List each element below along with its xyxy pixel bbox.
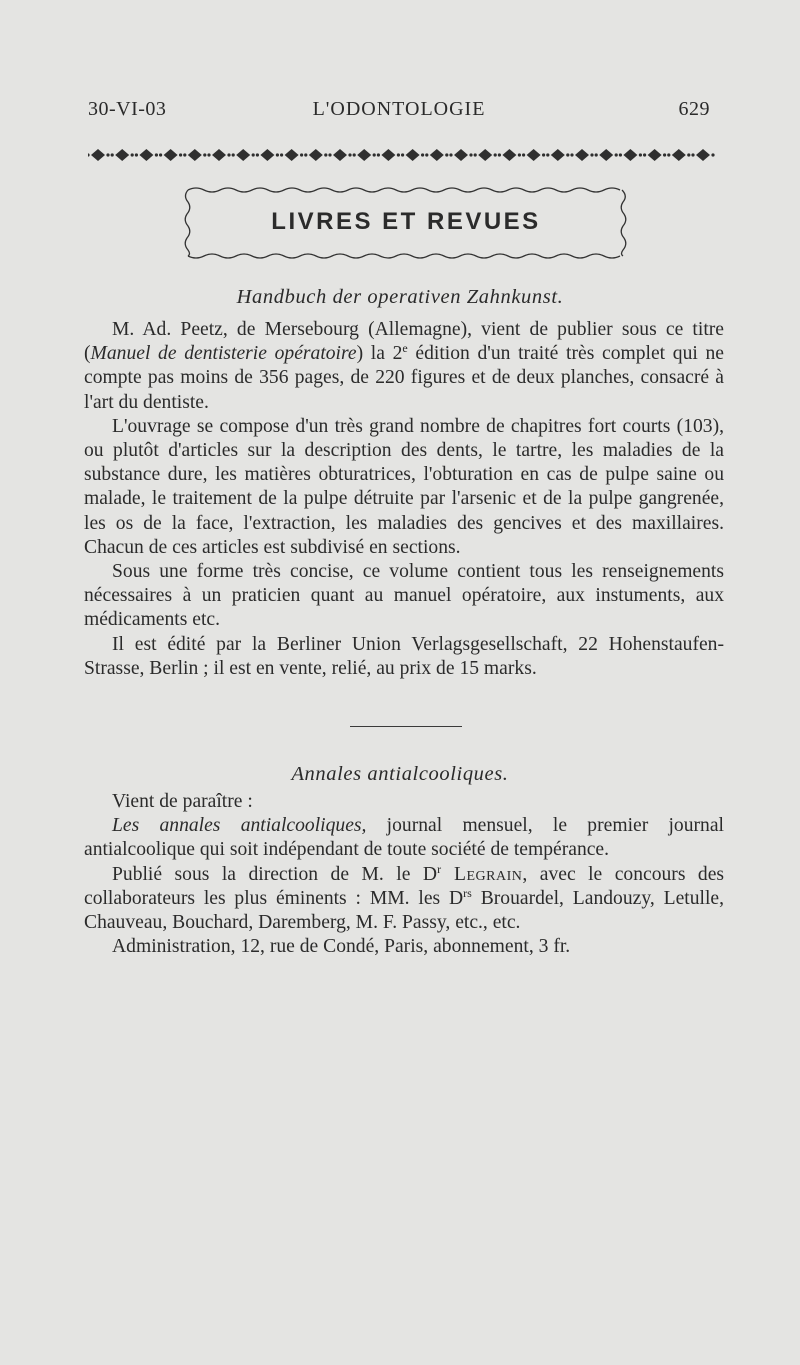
ornament-dot	[159, 153, 162, 156]
superscript: rs	[463, 885, 472, 900]
text-run: ) la 2	[356, 343, 403, 365]
ornament-dot	[179, 153, 182, 156]
ornament-dot	[227, 153, 230, 156]
ornament-dot	[252, 153, 255, 156]
ornament-dot	[522, 153, 525, 156]
superscript: r	[437, 861, 442, 876]
ornament-dot	[449, 153, 452, 156]
ornament-diamond	[164, 149, 178, 161]
ornament-dot	[88, 153, 90, 156]
ornament-dot	[518, 153, 521, 156]
paragraph: Vient de paraître :	[112, 791, 253, 812]
ornament-dot	[106, 153, 109, 156]
text-run: Brouardel, Landouzy, Letulle, Chauveau, Bouchard, Daremberg, M. F. Passy, etc., etc.	[84, 887, 724, 934]
ornament-dot	[353, 153, 356, 156]
paragraph	[84, 863, 724, 936]
ornament-dot	[663, 153, 666, 156]
ornament-dot	[595, 153, 598, 156]
article-body-handbuch	[84, 318, 724, 681]
issue-date: 30-VI-03	[88, 98, 167, 120]
ornament-dot	[421, 153, 424, 156]
ornament-diamond	[309, 149, 323, 161]
paragraph	[84, 318, 724, 415]
ornament-dot	[348, 153, 351, 156]
ornament-diamond	[260, 149, 274, 161]
ornament-dot	[324, 153, 327, 156]
ornament-diamond	[212, 149, 226, 161]
ornament-dot	[207, 153, 210, 156]
ornament-diamond	[406, 149, 420, 161]
superscript: e	[402, 341, 408, 356]
section-title: LIVRES ET REVUES	[271, 208, 541, 235]
ornament-dot	[425, 153, 428, 156]
ornament-dot	[469, 153, 472, 156]
ornament-diamond	[527, 149, 541, 161]
ornament-diamond	[91, 149, 105, 161]
ornament-diamond	[357, 149, 371, 161]
ornament-diamond	[478, 149, 492, 161]
ornament-dot	[570, 153, 573, 156]
ornament-dot	[643, 153, 646, 156]
ornament-dot	[155, 153, 158, 156]
page-number: 629	[678, 98, 710, 120]
article-body-annales	[84, 790, 724, 959]
paragraph: Il est édité par la Berliner Union Verlagsgesellschaft, 22 Hohenstaufen-Strasse, Berlin ; il est en vente, relié, au prix de 15 marks.	[84, 633, 724, 679]
ornament-dot	[691, 153, 694, 156]
ornament-diamond	[115, 149, 129, 161]
ornament-dot	[111, 153, 114, 156]
italic-title: Manuel de dentisterie opératoire	[90, 343, 357, 365]
ornament-diamond	[430, 149, 444, 161]
ornament-dot	[135, 153, 138, 156]
ornament-dot	[280, 153, 283, 156]
ornament-dot	[711, 153, 714, 156]
ornament-dot	[276, 153, 279, 156]
ornament-dot	[566, 153, 569, 156]
ornament-dot	[300, 153, 303, 156]
ornament-dot	[256, 153, 259, 156]
author-name: Legrain	[441, 863, 523, 885]
ornament-diamond	[502, 149, 516, 161]
paragraph: Sous une forme très concise, ce volume contient tous les renseignements nécessaires à un praticien quant au manuel opératoire, aux instuments, aux médicaments etc.	[84, 561, 724, 631]
running-header	[88, 98, 710, 128]
ornament-diamond	[381, 149, 395, 161]
ornament-diamond	[575, 149, 589, 161]
ornament-diamond	[236, 149, 250, 161]
ornament-dot	[615, 153, 618, 156]
ornament-dot	[590, 153, 593, 156]
ornament-dot	[619, 153, 622, 156]
ornament-dot	[304, 153, 307, 156]
ornament-dot	[373, 153, 376, 156]
ornament-diamond	[599, 149, 613, 161]
text-run: édition d'un traité très complet qui ne compte pas moins de 356 pages, de 220 figures et de deux planches, consacré à l'art du dentiste.	[84, 343, 724, 413]
article-heading-handbuch: Handbuch der operativen Zahnkunst.	[236, 286, 564, 308]
ornament-diamond	[454, 149, 468, 161]
paragraph	[84, 814, 724, 862]
ornament-dot	[494, 153, 497, 156]
ornament-dot	[667, 153, 670, 156]
ornament-dot	[328, 153, 331, 156]
ornament-dot	[232, 153, 235, 156]
text-run: journal mensuel, le premier journal antialcoolique qui soit indépendant de toute société de tempérance.	[84, 815, 724, 861]
ornament-dot	[183, 153, 186, 156]
ornament-dot	[474, 153, 477, 156]
ornamental-rule	[88, 148, 720, 162]
ornament-dot	[401, 153, 404, 156]
italic-title: Les annales antialcooliques,	[112, 815, 367, 837]
text-run: , avec le concours des collaborateurs les plus éminents : MM. les D	[84, 863, 725, 909]
ornament-dot	[542, 153, 545, 156]
section-frame	[182, 184, 630, 262]
article-heading-annales: Annales antialcooliques.	[291, 763, 509, 785]
journal-title: L'ODONTOLOGIE	[312, 98, 486, 120]
paragraph: L'ouvrage se compose d'un très grand nombre de chapitres fort courts (103), ou plutôt d'articles sur la description des dents, le tartre, les maladies de la substance dure, les matières obturatrices, l'obturation en cas de pulpe saine ou malade, le traitement de la pulpe détruite par l'arsenic et de la pulpe gangrenée, les os de la face, l'extraction, les maladies des gencives et des maxillaires. Chacun de ces articles est subdivisé en sections.	[84, 415, 724, 558]
ornament-dot	[131, 153, 134, 156]
ornament-diamond	[139, 149, 153, 161]
ornament-dot	[203, 153, 206, 156]
ornament-diamond	[188, 149, 202, 161]
separator-rule	[350, 726, 462, 727]
ornament-diamond	[672, 149, 686, 161]
ornament-dot	[639, 153, 642, 156]
ornament-dot	[498, 153, 501, 156]
paragraph: Administration, 12, rue de Condé, Paris, abonnement, 3 fr.	[112, 936, 571, 958]
ornament-diamond	[333, 149, 347, 161]
ornament-dot	[687, 153, 690, 156]
ornament-diamond	[285, 149, 299, 161]
ornament-dot	[397, 153, 400, 156]
ornament-dot	[445, 153, 448, 156]
ornament-diamond	[648, 149, 662, 161]
ornament-diamond	[551, 149, 565, 161]
ornament-dot	[377, 153, 380, 156]
ornament-diamond	[623, 149, 637, 161]
ornament-diamond	[696, 149, 710, 161]
text-run: Publié sous la direction de M. le D	[112, 863, 438, 885]
text-run: M. Ad. Peetz, de Mersebourg (Allemagne), vient de publier sous ce titre (	[84, 319, 724, 365]
ornament-dot	[546, 153, 549, 156]
